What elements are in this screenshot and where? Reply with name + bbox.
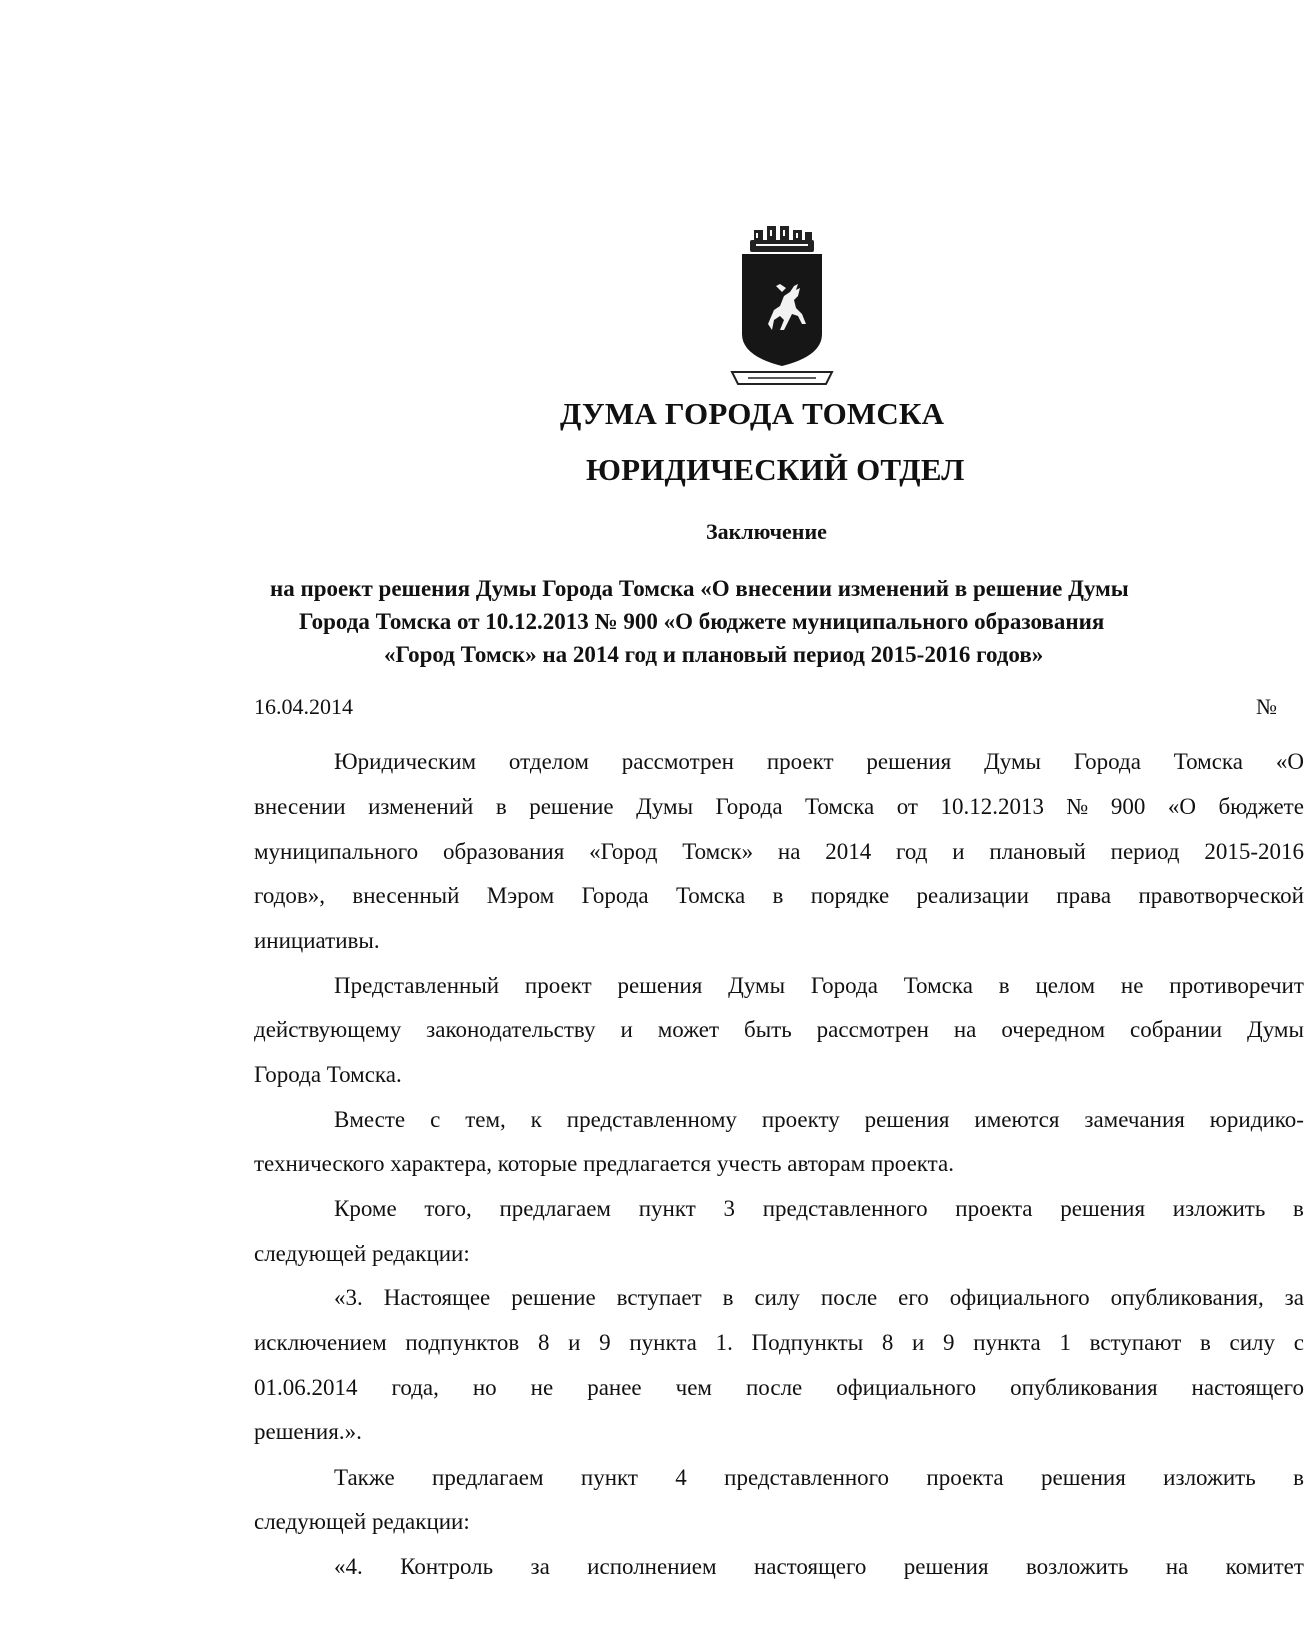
body-line: решения.». [254, 1419, 362, 1444]
document-subject [230, 572, 1275, 671]
body-line: исключением подпунктов 8 и 9 пункта 1. Подпункты 8 и 9 пункта 1 вступают в силу с [254, 1330, 1304, 1355]
body-line: инициативы. [254, 928, 380, 953]
body-line: Вместе с тем, к представленному проекту решения имеются замечания юридико- [334, 1107, 1304, 1132]
tomsk-coat-of-arms-emblem [728, 226, 836, 390]
document-type-title: Заключение [706, 519, 827, 544]
body-line: Также предлагаем пункт 4 представленного проекта решения изложить в [334, 1465, 1304, 1490]
department-name: ЮРИДИЧЕСКИЙ ОТДЕЛ [586, 452, 965, 487]
subject-line: «Город Томск» на 2014 год и плановый период 2015-2016 годов» [384, 642, 1044, 667]
body-line: муниципального образования «Город Томск» на 2014 год и плановый период 2015-2016 [254, 839, 1304, 864]
body-line: «3. Настоящее решение вступает в силу после его официального опубликования, за [334, 1285, 1304, 1310]
document-date: 16.04.2014 [254, 694, 353, 719]
body-line: внесении изменений в решение Думы Города Томска от 10.12.2013 № 900 «О бюджете [254, 794, 1304, 819]
body-line: Города Томска. [254, 1062, 402, 1087]
subject-line: Города Томска от 10.12.2013 № 900 «О бюджете муниципального образования [299, 609, 1105, 634]
subject-line: на проект решения Думы Города Томска «О внесении изменений в решение Думы [270, 576, 1129, 601]
document-number: № [1256, 694, 1277, 719]
organization-name: ДУМА ГОРОДА ТОМСКА [560, 396, 945, 431]
body-line: годов», внесенный Мэром Города Томска в порядке реализации права правотворческой [254, 883, 1304, 908]
body-line: следующей редакции: [254, 1509, 470, 1534]
body-line: Кроме того, предлагаем пункт 3 представленного проекта решения изложить в [334, 1196, 1304, 1221]
body-line: 01.06.2014 года, но не ранее чем после официального опубликования настоящего [254, 1375, 1304, 1400]
body-line: «4. Контроль за исполнением настоящего решения возложить на комитет [334, 1554, 1304, 1579]
body-line: технического характера, которые предлагается учесть авторам проекта. [254, 1151, 954, 1176]
body-line: Представленный проект решения Думы Города Томска в целом не противоречит [334, 973, 1304, 998]
body-line: Юридическим отделом рассмотрен проект решения Думы Города Томска «О [334, 749, 1304, 774]
body-line: действующему законодательству и может быть рассмотрен на очередном собрании Думы [254, 1017, 1304, 1042]
body-line: следующей редакции: [254, 1241, 470, 1266]
